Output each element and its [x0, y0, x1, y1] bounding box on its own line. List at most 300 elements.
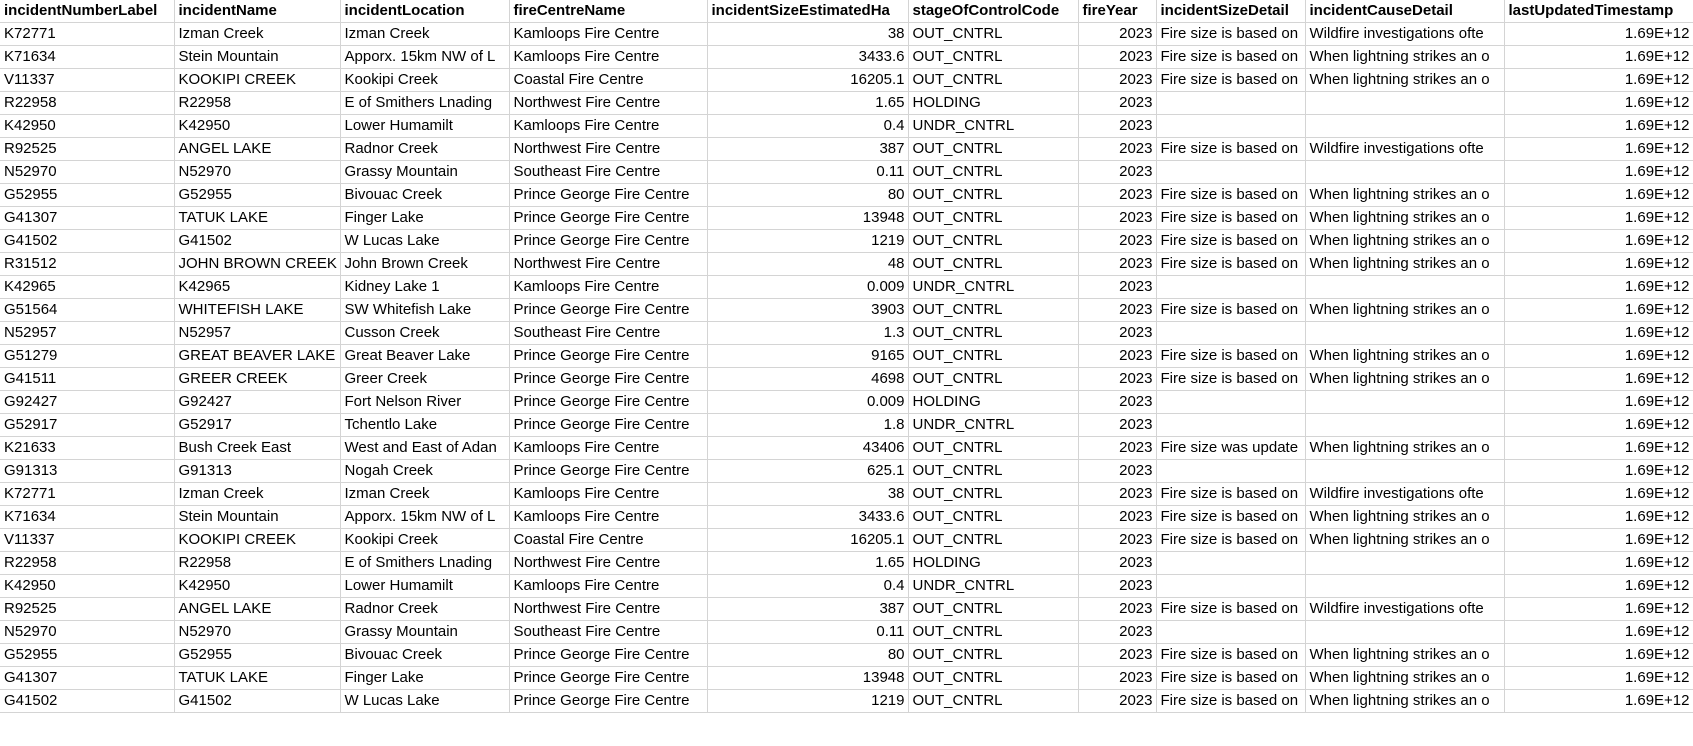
cell-incidentSizeDetail[interactable] [1156, 552, 1305, 575]
cell-incidentLocation[interactable]: John Brown Creek [340, 253, 509, 276]
cell-incidentSizeDetail[interactable] [1156, 92, 1305, 115]
cell-incidentSizeEstimatedHa[interactable]: 1.65 [707, 552, 908, 575]
cell-incidentLocation[interactable]: Greer Creek [340, 368, 509, 391]
cell-fireYear[interactable]: 2023 [1078, 529, 1156, 552]
cell-lastUpdatedTimestamp[interactable]: 1.69E+12 [1504, 322, 1693, 345]
cell-incidentLocation[interactable]: Finger Lake [340, 207, 509, 230]
cell-incidentNumberLabel[interactable]: G41307 [0, 667, 174, 690]
cell-incidentNumberLabel[interactable]: K21633 [0, 437, 174, 460]
cell-incidentNumberLabel[interactable]: G52917 [0, 414, 174, 437]
cell-fireYear[interactable]: 2023 [1078, 598, 1156, 621]
cell-incidentNumberLabel[interactable]: K42965 [0, 276, 174, 299]
cell-incidentCauseDetail[interactable]: When lightning strikes an o [1305, 368, 1504, 391]
cell-incidentNumberLabel[interactable]: V11337 [0, 69, 174, 92]
cell-fireYear[interactable]: 2023 [1078, 299, 1156, 322]
cell-fireYear[interactable]: 2023 [1078, 460, 1156, 483]
cell-fireYear[interactable]: 2023 [1078, 322, 1156, 345]
cell-fireYear[interactable]: 2023 [1078, 69, 1156, 92]
cell-incidentCauseDetail[interactable]: Wildfire investigations ofte [1305, 23, 1504, 46]
cell-incidentSizeEstimatedHa[interactable]: 3433.6 [707, 506, 908, 529]
cell-incidentName[interactable]: K42950 [174, 575, 340, 598]
cell-incidentName[interactable]: Bush Creek East [174, 437, 340, 460]
cell-incidentName[interactable]: GREAT BEAVER LAKE [174, 345, 340, 368]
cell-incidentName[interactable]: G91313 [174, 460, 340, 483]
cell-incidentName[interactable]: WHITEFISH LAKE [174, 299, 340, 322]
cell-incidentSizeEstimatedHa[interactable]: 9165 [707, 345, 908, 368]
cell-fireYear[interactable]: 2023 [1078, 690, 1156, 713]
cell-incidentName[interactable]: K42965 [174, 276, 340, 299]
cell-fireCentreName[interactable]: Coastal Fire Centre [509, 529, 707, 552]
cell-incidentNumberLabel[interactable]: N52970 [0, 161, 174, 184]
cell-incidentName[interactable]: GREER CREEK [174, 368, 340, 391]
cell-fireYear[interactable]: 2023 [1078, 506, 1156, 529]
cell-incidentNumberLabel[interactable]: N52970 [0, 621, 174, 644]
cell-incidentSizeEstimatedHa[interactable]: 13948 [707, 207, 908, 230]
cell-fireCentreName[interactable]: Southeast Fire Centre [509, 621, 707, 644]
cell-incidentSizeDetail[interactable]: Fire size is based on [1156, 253, 1305, 276]
cell-incidentCauseDetail[interactable] [1305, 391, 1504, 414]
cell-incidentSizeDetail[interactable] [1156, 115, 1305, 138]
cell-incidentLocation[interactable]: Nogah Creek [340, 460, 509, 483]
cell-incidentSizeDetail[interactable]: Fire size is based on [1156, 46, 1305, 69]
cell-incidentCauseDetail[interactable]: When lightning strikes an o [1305, 644, 1504, 667]
cell-lastUpdatedTimestamp[interactable]: 1.69E+12 [1504, 598, 1693, 621]
cell-stageOfControlCode[interactable]: OUT_CNTRL [908, 644, 1078, 667]
cell-incidentName[interactable]: ANGEL LAKE [174, 598, 340, 621]
cell-incidentNumberLabel[interactable]: G91313 [0, 460, 174, 483]
cell-incidentLocation[interactable]: Radnor Creek [340, 138, 509, 161]
cell-incidentSizeEstimatedHa[interactable]: 0.4 [707, 575, 908, 598]
cell-fireCentreName[interactable]: Kamloops Fire Centre [509, 506, 707, 529]
cell-lastUpdatedTimestamp[interactable]: 1.69E+12 [1504, 483, 1693, 506]
cell-incidentName[interactable]: N52957 [174, 322, 340, 345]
cell-incidentName[interactable]: Izman Creek [174, 483, 340, 506]
cell-fireYear[interactable]: 2023 [1078, 184, 1156, 207]
cell-incidentNumberLabel[interactable]: G52955 [0, 184, 174, 207]
cell-incidentCauseDetail[interactable]: When lightning strikes an o [1305, 437, 1504, 460]
cell-fireCentreName[interactable]: Kamloops Fire Centre [509, 276, 707, 299]
cell-fireYear[interactable]: 2023 [1078, 644, 1156, 667]
cell-incidentSizeDetail[interactable] [1156, 575, 1305, 598]
cell-stageOfControlCode[interactable]: OUT_CNTRL [908, 529, 1078, 552]
cell-incidentLocation[interactable]: Kookipi Creek [340, 69, 509, 92]
cell-stageOfControlCode[interactable]: OUT_CNTRL [908, 69, 1078, 92]
cell-incidentName[interactable]: R22958 [174, 92, 340, 115]
cell-incidentName[interactable]: G92427 [174, 391, 340, 414]
cell-incidentName[interactable]: G52955 [174, 184, 340, 207]
cell-incidentLocation[interactable]: E of Smithers Lnading [340, 552, 509, 575]
cell-incidentSizeDetail[interactable]: Fire size is based on [1156, 184, 1305, 207]
cell-lastUpdatedTimestamp[interactable]: 1.69E+12 [1504, 69, 1693, 92]
cell-stageOfControlCode[interactable]: OUT_CNTRL [908, 460, 1078, 483]
cell-incidentSizeEstimatedHa[interactable]: 3903 [707, 299, 908, 322]
cell-incidentCauseDetail[interactable]: Wildfire investigations ofte [1305, 483, 1504, 506]
cell-fireYear[interactable]: 2023 [1078, 345, 1156, 368]
cell-incidentNumberLabel[interactable]: G41502 [0, 230, 174, 253]
cell-incidentLocation[interactable]: Izman Creek [340, 483, 509, 506]
cell-stageOfControlCode[interactable]: OUT_CNTRL [908, 368, 1078, 391]
cell-stageOfControlCode[interactable]: OUT_CNTRL [908, 598, 1078, 621]
cell-stageOfControlCode[interactable]: OUT_CNTRL [908, 230, 1078, 253]
cell-incidentSizeDetail[interactable]: Fire size is based on [1156, 598, 1305, 621]
cell-incidentSizeEstimatedHa[interactable]: 0.009 [707, 391, 908, 414]
cell-incidentNumberLabel[interactable]: G92427 [0, 391, 174, 414]
cell-incidentLocation[interactable]: W Lucas Lake [340, 690, 509, 713]
cell-incidentCauseDetail[interactable]: When lightning strikes an o [1305, 69, 1504, 92]
cell-incidentSizeDetail[interactable]: Fire size is based on [1156, 345, 1305, 368]
cell-fireCentreName[interactable]: Prince George Fire Centre [509, 690, 707, 713]
cell-fireYear[interactable]: 2023 [1078, 138, 1156, 161]
cell-incidentSizeDetail[interactable]: Fire size is based on [1156, 529, 1305, 552]
cell-incidentLocation[interactable]: Finger Lake [340, 667, 509, 690]
cell-fireYear[interactable]: 2023 [1078, 46, 1156, 69]
cell-stageOfControlCode[interactable]: OUT_CNTRL [908, 667, 1078, 690]
cell-incidentName[interactable]: G41502 [174, 230, 340, 253]
cell-incidentSizeEstimatedHa[interactable]: 16205.1 [707, 529, 908, 552]
cell-incidentLocation[interactable]: Radnor Creek [340, 598, 509, 621]
cell-fireYear[interactable]: 2023 [1078, 23, 1156, 46]
cell-incidentSizeDetail[interactable]: Fire size is based on [1156, 690, 1305, 713]
cell-stageOfControlCode[interactable]: OUT_CNTRL [908, 299, 1078, 322]
cell-stageOfControlCode[interactable]: OUT_CNTRL [908, 621, 1078, 644]
column-header-stageOfControlCode[interactable]: stageOfControlCode [908, 0, 1078, 23]
cell-incidentSizeDetail[interactable] [1156, 621, 1305, 644]
cell-incidentNumberLabel[interactable]: K71634 [0, 46, 174, 69]
cell-stageOfControlCode[interactable]: OUT_CNTRL [908, 437, 1078, 460]
cell-incidentLocation[interactable]: Lower Humamilt [340, 115, 509, 138]
cell-incidentSizeDetail[interactable]: Fire size is based on [1156, 138, 1305, 161]
cell-incidentSizeEstimatedHa[interactable]: 43406 [707, 437, 908, 460]
cell-incidentCauseDetail[interactable]: When lightning strikes an o [1305, 667, 1504, 690]
cell-lastUpdatedTimestamp[interactable]: 1.69E+12 [1504, 690, 1693, 713]
cell-incidentLocation[interactable]: Izman Creek [340, 23, 509, 46]
cell-fireYear[interactable]: 2023 [1078, 391, 1156, 414]
cell-stageOfControlCode[interactable]: OUT_CNTRL [908, 138, 1078, 161]
cell-incidentSizeEstimatedHa[interactable]: 1219 [707, 690, 908, 713]
cell-fireYear[interactable]: 2023 [1078, 276, 1156, 299]
cell-fireYear[interactable]: 2023 [1078, 483, 1156, 506]
cell-fireYear[interactable]: 2023 [1078, 230, 1156, 253]
cell-stageOfControlCode[interactable]: OUT_CNTRL [908, 690, 1078, 713]
cell-lastUpdatedTimestamp[interactable]: 1.69E+12 [1504, 23, 1693, 46]
cell-fireYear[interactable]: 2023 [1078, 621, 1156, 644]
cell-incidentLocation[interactable]: Tchentlo Lake [340, 414, 509, 437]
cell-incidentNumberLabel[interactable]: K42950 [0, 575, 174, 598]
cell-lastUpdatedTimestamp[interactable]: 1.69E+12 [1504, 506, 1693, 529]
cell-incidentSizeEstimatedHa[interactable]: 13948 [707, 667, 908, 690]
cell-incidentCauseDetail[interactable] [1305, 322, 1504, 345]
cell-incidentNumberLabel[interactable]: R92525 [0, 598, 174, 621]
cell-incidentNumberLabel[interactable]: G52955 [0, 644, 174, 667]
cell-incidentSizeEstimatedHa[interactable]: 4698 [707, 368, 908, 391]
cell-incidentCauseDetail[interactable]: When lightning strikes an o [1305, 529, 1504, 552]
cell-incidentSizeDetail[interactable]: Fire size is based on [1156, 69, 1305, 92]
cell-incidentSizeEstimatedHa[interactable]: 16205.1 [707, 69, 908, 92]
column-header-lastUpdatedTimestamp[interactable]: lastUpdatedTimestamp [1504, 0, 1693, 23]
cell-incidentLocation[interactable]: Bivouac Creek [340, 644, 509, 667]
cell-incidentSizeEstimatedHa[interactable]: 0.4 [707, 115, 908, 138]
cell-stageOfControlCode[interactable]: HOLDING [908, 92, 1078, 115]
cell-incidentLocation[interactable]: Kookipi Creek [340, 529, 509, 552]
cell-lastUpdatedTimestamp[interactable]: 1.69E+12 [1504, 391, 1693, 414]
cell-incidentNumberLabel[interactable]: N52957 [0, 322, 174, 345]
cell-fireCentreName[interactable]: Prince George Fire Centre [509, 207, 707, 230]
cell-stageOfControlCode[interactable]: OUT_CNTRL [908, 184, 1078, 207]
cell-incidentSizeDetail[interactable]: Fire size was update [1156, 437, 1305, 460]
cell-incidentName[interactable]: Stein Mountain [174, 506, 340, 529]
cell-fireYear[interactable]: 2023 [1078, 92, 1156, 115]
cell-incidentSizeEstimatedHa[interactable]: 1.3 [707, 322, 908, 345]
cell-lastUpdatedTimestamp[interactable]: 1.69E+12 [1504, 161, 1693, 184]
cell-incidentSizeEstimatedHa[interactable]: 48 [707, 253, 908, 276]
cell-fireCentreName[interactable]: Prince George Fire Centre [509, 230, 707, 253]
cell-incidentNumberLabel[interactable]: R31512 [0, 253, 174, 276]
cell-incidentNumberLabel[interactable]: G41307 [0, 207, 174, 230]
cell-fireCentreName[interactable]: Prince George Fire Centre [509, 414, 707, 437]
cell-fireCentreName[interactable]: Prince George Fire Centre [509, 368, 707, 391]
cell-lastUpdatedTimestamp[interactable]: 1.69E+12 [1504, 253, 1693, 276]
cell-stageOfControlCode[interactable]: UNDR_CNTRL [908, 276, 1078, 299]
cell-incidentSizeEstimatedHa[interactable]: 80 [707, 184, 908, 207]
cell-incidentNumberLabel[interactable]: R22958 [0, 552, 174, 575]
cell-incidentSizeEstimatedHa[interactable]: 387 [707, 598, 908, 621]
cell-stageOfControlCode[interactable]: UNDR_CNTRL [908, 115, 1078, 138]
cell-incidentSizeDetail[interactable] [1156, 276, 1305, 299]
cell-incidentLocation[interactable]: Apporx. 15km NW of L [340, 46, 509, 69]
cell-lastUpdatedTimestamp[interactable]: 1.69E+12 [1504, 299, 1693, 322]
cell-incidentCauseDetail[interactable]: When lightning strikes an o [1305, 253, 1504, 276]
cell-lastUpdatedTimestamp[interactable]: 1.69E+12 [1504, 345, 1693, 368]
column-header-fireYear[interactable]: fireYear [1078, 0, 1156, 23]
cell-fireYear[interactable]: 2023 [1078, 667, 1156, 690]
cell-incidentCauseDetail[interactable] [1305, 276, 1504, 299]
cell-incidentSizeEstimatedHa[interactable]: 387 [707, 138, 908, 161]
cell-fireCentreName[interactable]: Prince George Fire Centre [509, 644, 707, 667]
cell-incidentSizeDetail[interactable]: Fire size is based on [1156, 667, 1305, 690]
cell-stageOfControlCode[interactable]: HOLDING [908, 552, 1078, 575]
cell-incidentName[interactable]: R22958 [174, 552, 340, 575]
cell-incidentNumberLabel[interactable]: K72771 [0, 23, 174, 46]
cell-fireYear[interactable]: 2023 [1078, 575, 1156, 598]
cell-incidentName[interactable]: TATUK LAKE [174, 667, 340, 690]
cell-lastUpdatedTimestamp[interactable]: 1.69E+12 [1504, 529, 1693, 552]
cell-lastUpdatedTimestamp[interactable]: 1.69E+12 [1504, 575, 1693, 598]
cell-incidentSizeDetail[interactable] [1156, 391, 1305, 414]
cell-stageOfControlCode[interactable]: UNDR_CNTRL [908, 575, 1078, 598]
cell-incidentCauseDetail[interactable]: When lightning strikes an o [1305, 299, 1504, 322]
cell-incidentSizeDetail[interactable] [1156, 161, 1305, 184]
column-header-incidentLocation[interactable]: incidentLocation [340, 0, 509, 23]
cell-incidentLocation[interactable]: Grassy Mountain [340, 161, 509, 184]
cell-stageOfControlCode[interactable]: OUT_CNTRL [908, 46, 1078, 69]
cell-incidentSizeEstimatedHa[interactable]: 1.8 [707, 414, 908, 437]
cell-incidentLocation[interactable]: E of Smithers Lnading [340, 92, 509, 115]
cell-fireCentreName[interactable]: Kamloops Fire Centre [509, 437, 707, 460]
cell-lastUpdatedTimestamp[interactable]: 1.69E+12 [1504, 207, 1693, 230]
cell-incidentNumberLabel[interactable]: R92525 [0, 138, 174, 161]
cell-incidentCauseDetail[interactable] [1305, 552, 1504, 575]
cell-fireCentreName[interactable]: Northwest Fire Centre [509, 138, 707, 161]
cell-stageOfControlCode[interactable]: OUT_CNTRL [908, 161, 1078, 184]
cell-incidentLocation[interactable]: Lower Humamilt [340, 575, 509, 598]
cell-incidentNumberLabel[interactable]: G41502 [0, 690, 174, 713]
cell-incidentSizeDetail[interactable] [1156, 322, 1305, 345]
cell-incidentLocation[interactable]: SW Whitefish Lake [340, 299, 509, 322]
cell-fireCentreName[interactable]: Prince George Fire Centre [509, 391, 707, 414]
cell-lastUpdatedTimestamp[interactable]: 1.69E+12 [1504, 184, 1693, 207]
cell-incidentSizeEstimatedHa[interactable]: 38 [707, 483, 908, 506]
cell-incidentCauseDetail[interactable]: When lightning strikes an o [1305, 207, 1504, 230]
cell-incidentCauseDetail[interactable]: When lightning strikes an o [1305, 230, 1504, 253]
cell-incidentSizeDetail[interactable]: Fire size is based on [1156, 368, 1305, 391]
cell-incidentName[interactable]: JOHN BROWN CREEK [174, 253, 340, 276]
cell-lastUpdatedTimestamp[interactable]: 1.69E+12 [1504, 115, 1693, 138]
column-header-fireCentreName[interactable]: fireCentreName [509, 0, 707, 23]
cell-incidentLocation[interactable]: Cusson Creek [340, 322, 509, 345]
cell-incidentLocation[interactable]: Apporx. 15km NW of L [340, 506, 509, 529]
cell-incidentName[interactable]: N52970 [174, 621, 340, 644]
cell-incidentSizeEstimatedHa[interactable]: 38 [707, 23, 908, 46]
cell-incidentCauseDetail[interactable]: When lightning strikes an o [1305, 506, 1504, 529]
cell-incidentLocation[interactable]: Bivouac Creek [340, 184, 509, 207]
cell-stageOfControlCode[interactable]: OUT_CNTRL [908, 253, 1078, 276]
cell-fireYear[interactable]: 2023 [1078, 414, 1156, 437]
cell-fireCentreName[interactable]: Northwest Fire Centre [509, 253, 707, 276]
cell-incidentLocation[interactable]: West and East of Adan [340, 437, 509, 460]
cell-incidentName[interactable]: G52917 [174, 414, 340, 437]
cell-incidentCauseDetail[interactable]: When lightning strikes an o [1305, 46, 1504, 69]
cell-fireCentreName[interactable]: Prince George Fire Centre [509, 460, 707, 483]
cell-fireYear[interactable]: 2023 [1078, 253, 1156, 276]
cell-stageOfControlCode[interactable]: OUT_CNTRL [908, 322, 1078, 345]
cell-incidentName[interactable]: G52955 [174, 644, 340, 667]
cell-incidentSizeDetail[interactable]: Fire size is based on [1156, 207, 1305, 230]
cell-lastUpdatedTimestamp[interactable]: 1.69E+12 [1504, 230, 1693, 253]
cell-incidentNumberLabel[interactable]: R22958 [0, 92, 174, 115]
cell-incidentCauseDetail[interactable]: Wildfire investigations ofte [1305, 598, 1504, 621]
cell-incidentSizeEstimatedHa[interactable]: 0.11 [707, 161, 908, 184]
cell-fireCentreName[interactable]: Prince George Fire Centre [509, 667, 707, 690]
cell-incidentSizeEstimatedHa[interactable]: 0.11 [707, 621, 908, 644]
cell-fireCentreName[interactable]: Northwest Fire Centre [509, 598, 707, 621]
cell-incidentNumberLabel[interactable]: K42950 [0, 115, 174, 138]
cell-incidentName[interactable]: N52970 [174, 161, 340, 184]
cell-incidentSizeDetail[interactable]: Fire size is based on [1156, 23, 1305, 46]
cell-fireYear[interactable]: 2023 [1078, 161, 1156, 184]
cell-incidentNumberLabel[interactable]: V11337 [0, 529, 174, 552]
cell-incidentLocation[interactable]: Kidney Lake 1 [340, 276, 509, 299]
cell-incidentSizeDetail[interactable]: Fire size is based on [1156, 644, 1305, 667]
cell-lastUpdatedTimestamp[interactable]: 1.69E+12 [1504, 92, 1693, 115]
cell-stageOfControlCode[interactable]: OUT_CNTRL [908, 345, 1078, 368]
cell-incidentName[interactable]: ANGEL LAKE [174, 138, 340, 161]
column-header-incidentName[interactable]: incidentName [174, 0, 340, 23]
cell-fireYear[interactable]: 2023 [1078, 115, 1156, 138]
cell-incidentSizeEstimatedHa[interactable]: 1.65 [707, 92, 908, 115]
cell-stageOfControlCode[interactable]: OUT_CNTRL [908, 506, 1078, 529]
cell-incidentCauseDetail[interactable] [1305, 621, 1504, 644]
cell-incidentNumberLabel[interactable]: K72771 [0, 483, 174, 506]
cell-incidentSizeEstimatedHa[interactable]: 3433.6 [707, 46, 908, 69]
cell-fireYear[interactable]: 2023 [1078, 368, 1156, 391]
cell-lastUpdatedTimestamp[interactable]: 1.69E+12 [1504, 368, 1693, 391]
cell-incidentSizeEstimatedHa[interactable]: 80 [707, 644, 908, 667]
cell-incidentSizeDetail[interactable]: Fire size is based on [1156, 483, 1305, 506]
cell-incidentLocation[interactable]: Fort Nelson River [340, 391, 509, 414]
cell-incidentCauseDetail[interactable] [1305, 161, 1504, 184]
cell-incidentName[interactable]: TATUK LAKE [174, 207, 340, 230]
cell-incidentCauseDetail[interactable] [1305, 460, 1504, 483]
cell-incidentSizeEstimatedHa[interactable]: 625.1 [707, 460, 908, 483]
cell-fireCentreName[interactable]: Kamloops Fire Centre [509, 46, 707, 69]
cell-incidentSizeDetail[interactable] [1156, 414, 1305, 437]
cell-incidentSizeDetail[interactable]: Fire size is based on [1156, 230, 1305, 253]
cell-fireCentreName[interactable]: Southeast Fire Centre [509, 161, 707, 184]
cell-fireCentreName[interactable]: Northwest Fire Centre [509, 552, 707, 575]
cell-lastUpdatedTimestamp[interactable]: 1.69E+12 [1504, 276, 1693, 299]
cell-lastUpdatedTimestamp[interactable]: 1.69E+12 [1504, 46, 1693, 69]
column-header-incidentSizeEstimatedHa[interactable]: incidentSizeEstimatedHa [707, 0, 908, 23]
cell-stageOfControlCode[interactable]: OUT_CNTRL [908, 207, 1078, 230]
cell-incidentName[interactable]: KOOKIPI CREEK [174, 529, 340, 552]
cell-incidentSizeDetail[interactable]: Fire size is based on [1156, 299, 1305, 322]
cell-lastUpdatedTimestamp[interactable]: 1.69E+12 [1504, 437, 1693, 460]
cell-incidentCauseDetail[interactable]: Wildfire investigations ofte [1305, 138, 1504, 161]
cell-incidentCauseDetail[interactable] [1305, 575, 1504, 598]
cell-fireCentreName[interactable]: Kamloops Fire Centre [509, 575, 707, 598]
cell-incidentLocation[interactable]: Grassy Mountain [340, 621, 509, 644]
cell-lastUpdatedTimestamp[interactable]: 1.69E+12 [1504, 552, 1693, 575]
cell-incidentName[interactable]: Stein Mountain [174, 46, 340, 69]
cell-fireCentreName[interactable]: Coastal Fire Centre [509, 69, 707, 92]
cell-fireCentreName[interactable]: Southeast Fire Centre [509, 322, 707, 345]
cell-incidentSizeDetail[interactable] [1156, 460, 1305, 483]
cell-incidentSizeEstimatedHa[interactable]: 0.009 [707, 276, 908, 299]
cell-lastUpdatedTimestamp[interactable]: 1.69E+12 [1504, 667, 1693, 690]
cell-incidentNumberLabel[interactable]: G41511 [0, 368, 174, 391]
cell-incidentLocation[interactable]: W Lucas Lake [340, 230, 509, 253]
cell-fireCentreName[interactable]: Kamloops Fire Centre [509, 23, 707, 46]
cell-incidentSizeEstimatedHa[interactable]: 1219 [707, 230, 908, 253]
cell-stageOfControlCode[interactable]: OUT_CNTRL [908, 483, 1078, 506]
cell-lastUpdatedTimestamp[interactable]: 1.69E+12 [1504, 621, 1693, 644]
cell-incidentName[interactable]: G41502 [174, 690, 340, 713]
cell-fireYear[interactable]: 2023 [1078, 207, 1156, 230]
column-header-incidentNumberLabel[interactable]: incidentNumberLabel [0, 0, 174, 23]
cell-incidentLocation[interactable]: Great Beaver Lake [340, 345, 509, 368]
cell-incidentCauseDetail[interactable] [1305, 414, 1504, 437]
cell-incidentNumberLabel[interactable]: G51564 [0, 299, 174, 322]
cell-fireCentreName[interactable]: Prince George Fire Centre [509, 299, 707, 322]
cell-lastUpdatedTimestamp[interactable]: 1.69E+12 [1504, 414, 1693, 437]
cell-fireCentreName[interactable]: Northwest Fire Centre [509, 92, 707, 115]
cell-incidentCauseDetail[interactable] [1305, 92, 1504, 115]
cell-stageOfControlCode[interactable]: OUT_CNTRL [908, 23, 1078, 46]
column-header-incidentSizeDetail[interactable]: incidentSizeDetail [1156, 0, 1305, 23]
cell-incidentName[interactable]: K42950 [174, 115, 340, 138]
cell-incidentNumberLabel[interactable]: G51279 [0, 345, 174, 368]
column-header-incidentCauseDetail[interactable]: incidentCauseDetail [1305, 0, 1504, 23]
cell-lastUpdatedTimestamp[interactable]: 1.69E+12 [1504, 644, 1693, 667]
cell-incidentName[interactable]: KOOKIPI CREEK [174, 69, 340, 92]
cell-fireCentreName[interactable]: Prince George Fire Centre [509, 184, 707, 207]
cell-fireCentreName[interactable]: Prince George Fire Centre [509, 345, 707, 368]
cell-fireCentreName[interactable]: Kamloops Fire Centre [509, 115, 707, 138]
cell-incidentNumberLabel[interactable]: K71634 [0, 506, 174, 529]
cell-lastUpdatedTimestamp[interactable]: 1.69E+12 [1504, 138, 1693, 161]
cell-fireYear[interactable]: 2023 [1078, 552, 1156, 575]
cell-incidentSizeDetail[interactable]: Fire size is based on [1156, 506, 1305, 529]
